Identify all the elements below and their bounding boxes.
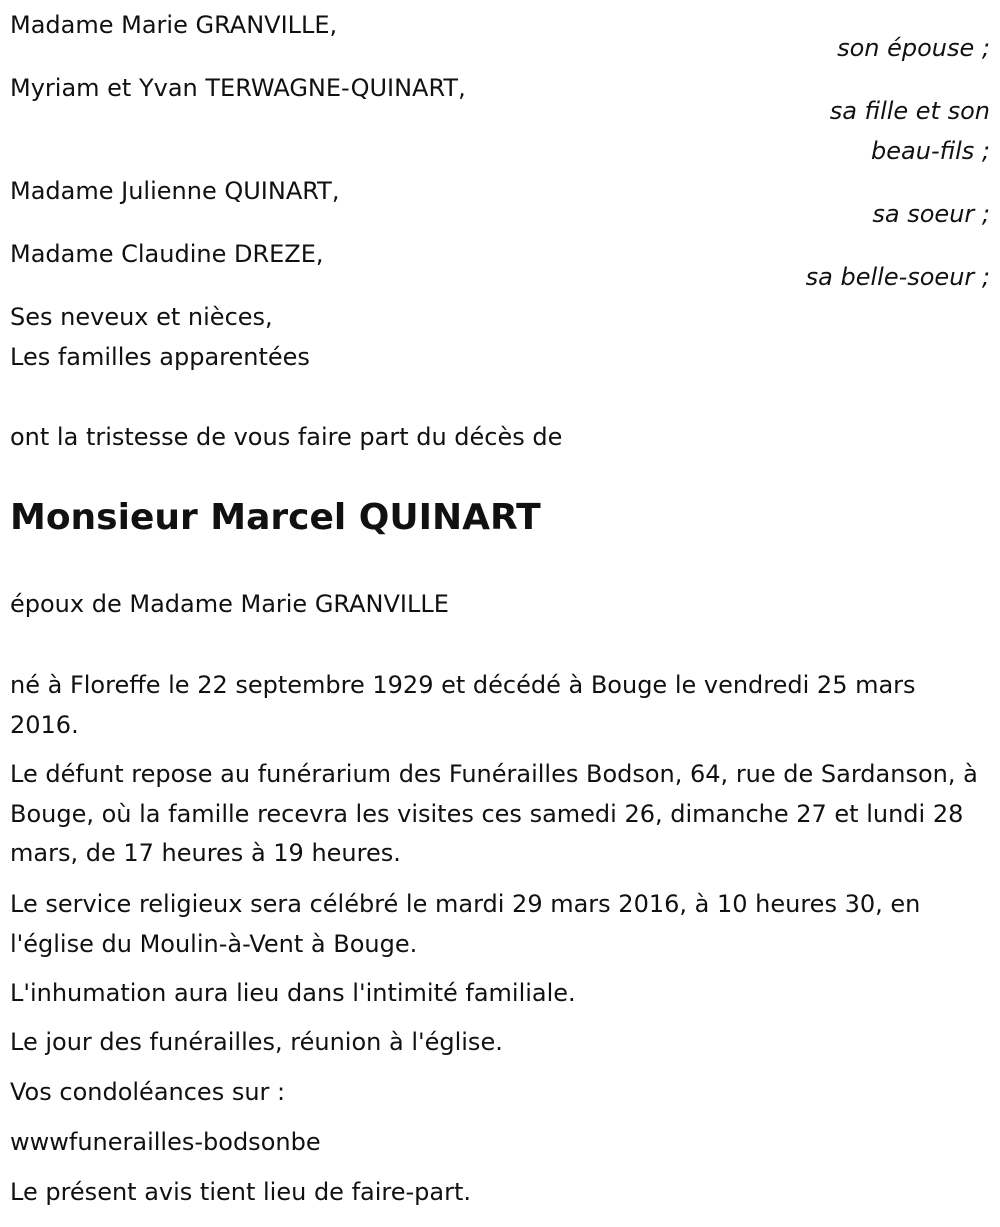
family-member-daughter-role-line2: beau-fils ; <box>871 137 990 165</box>
birth-death-details: né à Floreffe le 22 septembre 1929 et décédé à Bouge le vendredi 25 mars 2016. <box>10 671 916 739</box>
deceased-name: Monsieur Marcel QUINART <box>10 497 541 538</box>
family-member-sister-role: sa soeur ; <box>872 200 990 228</box>
meeting-details: Le jour des funérailles, réunion à l'église. <box>10 1028 503 1056</box>
family-member-sister-in-law-name: Madame Claudine DREZE, <box>10 240 324 268</box>
family-member-spouse-role: son épouse ; <box>837 34 990 62</box>
deceased-spouse: époux de Madame Marie GRANVILLE <box>10 590 449 618</box>
others-nephews-nieces: Ses neveux et nièces, <box>10 303 273 331</box>
family-member-sister-name: Madame Julienne QUINART, <box>10 177 340 205</box>
burial-details: L'inhumation aura lieu dans l'intimité familiale. <box>10 979 576 1007</box>
others-related-families: Les familles apparentées <box>10 343 310 371</box>
family-member-sister-in-law-role: sa belle-soeur ; <box>805 263 990 291</box>
rest-location-details: Le défunt repose au funérarium des Funérailles Bodson, 64, rue de Sardanson, à Bouge, où la famille recevra les visites ces samedi 26, dimanche 27 et lundi 28 mars, de 17 heures à 19 heures. <box>10 760 978 868</box>
family-member-spouse-name: Madame Marie GRANVILLE, <box>10 11 338 39</box>
family-member-daughter-role-line1: sa fille et son <box>829 97 990 125</box>
service-details: Le service religieux sera célébré le mardi 29 mars 2016, à 10 heures 30, en l'église du Moulin-à-Vent à Bouge. <box>10 890 921 958</box>
notice-text: Le présent avis tient lieu de faire-part. <box>10 1178 472 1206</box>
family-member-daughter-name: Myriam et Yvan TERWAGNE-QUINART, <box>10 74 466 102</box>
announcement-text: ont la tristesse de vous faire part du décès de <box>10 423 563 451</box>
condolences-website: wwwfunerailles-bodsonbe <box>10 1128 321 1156</box>
condolences-label: Vos condoléances sur : <box>10 1078 286 1106</box>
